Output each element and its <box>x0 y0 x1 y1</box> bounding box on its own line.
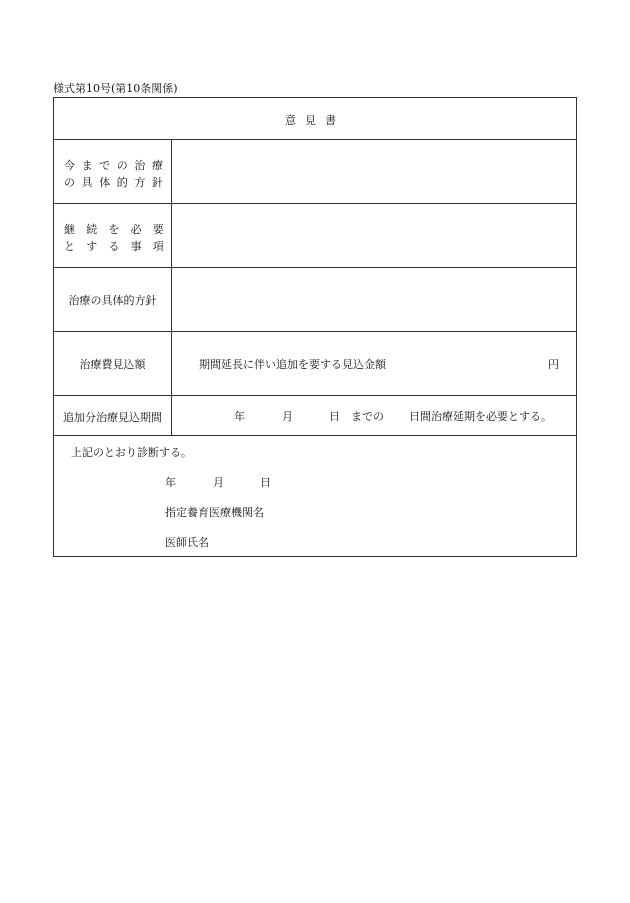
period-suffix: 日間治療延期を必要とする。 <box>409 410 552 423</box>
period-year: 年 <box>234 410 245 423</box>
form-title: 意見書 <box>285 114 345 127</box>
form-number: 様式第10号(第10条関係) <box>53 82 178 95</box>
period-label: 追加分治療見込期間 <box>63 411 162 424</box>
certification-month: 月 <box>213 476 224 489</box>
cost-label-cell <box>54 332 172 395</box>
current-policy-label-cell <box>54 140 172 203</box>
period-row <box>54 396 576 436</box>
continuation-label-line1: 継続を必要 <box>64 223 175 236</box>
period-month: 月 <box>282 410 293 423</box>
yen-unit: 円 <box>548 358 559 371</box>
cost-row <box>54 332 576 396</box>
policy-label: 治療の具体的方針 <box>68 294 157 307</box>
current-policy-label <box>64 157 170 191</box>
opinion-form <box>53 97 577 557</box>
certification-text: 上記のとおり診断する。 <box>71 446 192 459</box>
current-policy-row <box>54 140 576 204</box>
continuation-label-cell <box>54 204 175 267</box>
doctor-name-label: 医師氏名 <box>165 536 209 549</box>
policy-row <box>54 268 576 332</box>
certification-section <box>54 436 576 556</box>
current-policy-label-line1: 今までの治療 <box>64 159 170 172</box>
policy-label-cell <box>54 268 172 331</box>
period-until: までの <box>351 410 384 423</box>
institution-name-label: 指定養育医療機関名 <box>165 506 264 519</box>
cost-description: 期間延長に伴い追加を要する見込金額 <box>199 358 386 371</box>
period-day: 日 <box>329 410 340 423</box>
current-policy-label-line2: の具体的方針 <box>64 176 170 189</box>
title-row <box>54 98 576 140</box>
cost-label: 治療費見込額 <box>79 358 146 371</box>
continuation-label <box>64 221 175 255</box>
certification-day: 日 <box>260 476 271 489</box>
continuation-row <box>54 204 576 268</box>
period-label-cell <box>54 396 172 435</box>
certification-year: 年 <box>165 476 176 489</box>
continuation-label-line2: とする事項 <box>64 240 175 253</box>
